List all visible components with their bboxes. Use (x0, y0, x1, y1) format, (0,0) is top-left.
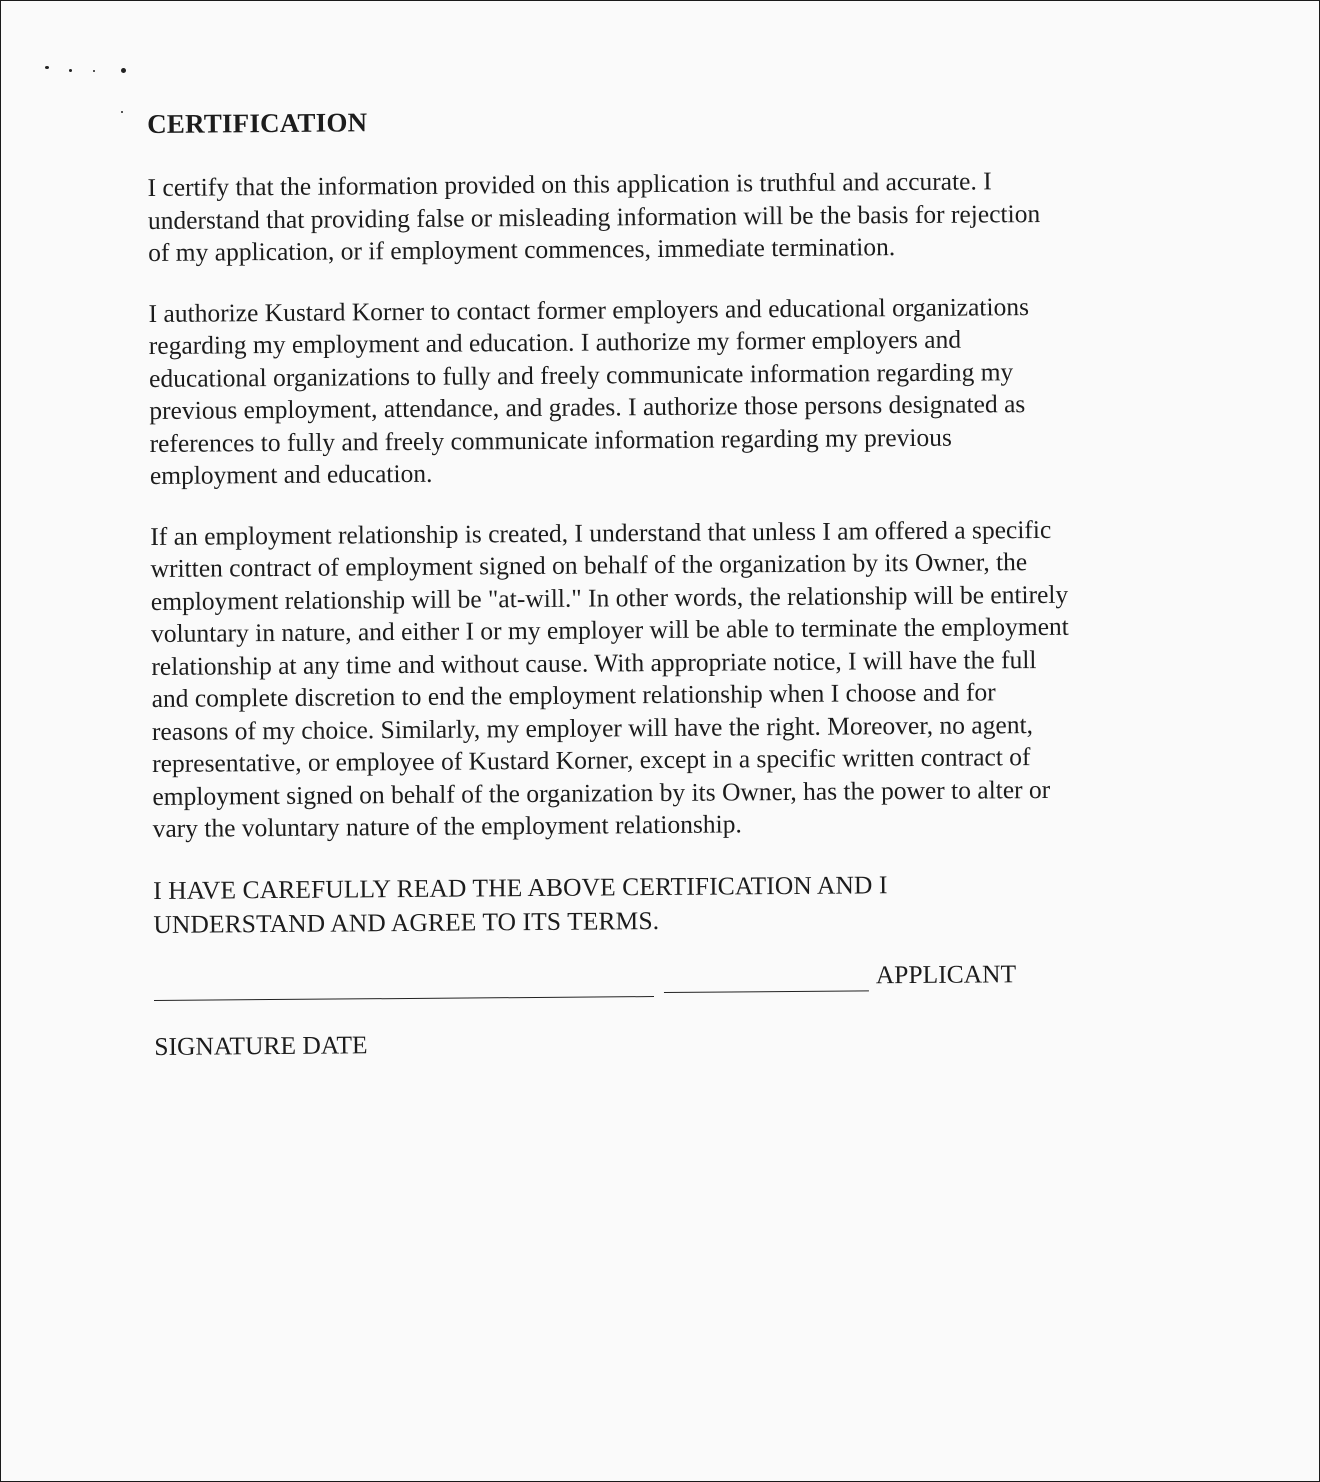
scan-specks (41, 61, 141, 81)
paragraph-at-will (150, 513, 1163, 846)
signature-row (154, 944, 1165, 1032)
text-line: employment and education. (149, 458, 433, 490)
text-line: UNDERSTAND AND AGREE TO ITS TERMS. (153, 905, 660, 939)
text-line: written contract of employment signed on behalf of the organization by its Owner, the (150, 547, 1028, 583)
text-line: educational organizations to fully and freely communicate information regarding my (148, 356, 1014, 393)
text-line: employment relationship will be "at-will." In other words, the relationship will be entirely (150, 579, 1069, 616)
date-line[interactable] (664, 990, 869, 993)
text-line: vary the voluntary nature of the employment relationship. (152, 809, 742, 843)
text-line: understand that providing false or misleading information will be the basis for rejection (147, 198, 1041, 235)
text-line: If an employment relationship is created, I understand that unless I am offered a specific (150, 514, 1052, 551)
paragraph-authorization (148, 290, 1160, 493)
text-line: voluntary in nature, and either I or my employer will be able to terminate the employment (151, 611, 1069, 648)
text-line: regarding my employment and education. I authorize my former employers and (148, 324, 962, 360)
applicant-label: APPLICANT (875, 958, 1017, 989)
acknowledgement-statement (153, 866, 1164, 942)
text-line: I authorize Kustard Korner to contact former employers and educational organizations (148, 291, 1030, 328)
section-title: CERTIFICATION (147, 107, 368, 139)
paragraph-truthfulness (147, 164, 1158, 269)
signature-date-label: SIGNATURE DATE (154, 1029, 368, 1061)
text-line: representative, or employee of Kustard Korner, except in a specific written contract of (152, 742, 1031, 778)
text-line: and complete discretion to end the employment relationship when I choose and for (151, 677, 996, 713)
text-line: relationship at any time and without cause. With appropriate notice, I will have the full (151, 644, 1037, 681)
text-line: previous employment, attendance, and grades. I authorize those persons designated as (149, 389, 1026, 425)
text-line: I certify that the information provided on this application is truthful and accurate. I (147, 166, 992, 202)
certification-section (147, 101, 1164, 1061)
text-line: of my application, or if employment commences, immediate termination. (148, 232, 896, 267)
text-line: employment signed on behalf of the organization by its Owner, has the power to alter or (152, 774, 1051, 811)
signature-line[interactable] (154, 996, 654, 1001)
text-line: reasons of my choice. Similarly, my employer will have the right. Moreover, no agent, (151, 709, 1034, 746)
text-line: I HAVE CAREFULLY READ THE ABOVE CERTIFICATION AND I (153, 869, 888, 905)
text-line: references to fully and freely communicate information regarding my previous (149, 422, 952, 458)
